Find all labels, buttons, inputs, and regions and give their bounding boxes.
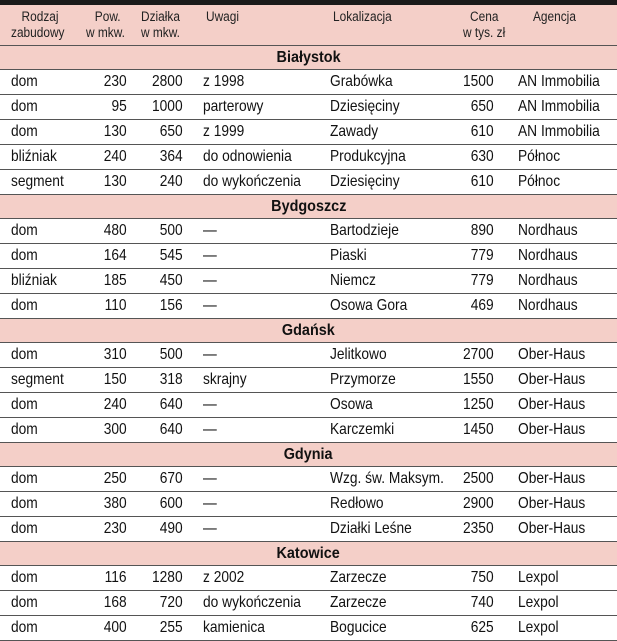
table-row [0,467,617,492]
cell-type: dom [11,569,38,586]
table-row [0,145,617,170]
cell-plot: 1280 [152,569,183,586]
header-type [11,9,65,41]
cell-location: Dziesięciny [330,173,400,190]
cell-notes: — [203,520,217,537]
cell-type: dom [11,594,38,611]
cell-plot: 240 [160,173,183,190]
cell-agency: Lexpol [518,594,559,611]
cell-agency: Ober-Haus [518,495,586,512]
cell-area: 164 [104,247,127,264]
header-agency-line: Agencja [533,9,576,24]
cell-price: 779 [471,247,494,264]
cell-location: Osowa Gora [330,297,408,314]
cell-area: 250 [104,470,127,487]
cell-location: Redłowo [330,495,384,512]
cell-location: Działki Leśne [330,520,412,537]
cell-agency: Lexpol [518,619,559,636]
cell-area: 230 [104,520,127,537]
cell-plot: 640 [160,396,183,413]
cell-notes: z 1998 [203,73,245,90]
table-row [0,616,617,641]
cell-agency: Lexpol [518,569,559,586]
cell-price: 610 [471,123,494,140]
cell-location: Wzg. św. Maksym. [330,470,444,487]
cell-agency: Północ [518,148,561,165]
cell-plot: 1000 [152,98,183,115]
cell-area: 240 [104,396,127,413]
header-area-line2: w mkw. [86,25,125,40]
cell-plot: 490 [160,520,183,537]
cell-type: bliźniak [11,272,57,289]
header-price-line2: w tys. zł [463,25,506,40]
cell-plot: 318 [160,371,183,388]
cell-type: dom [11,73,38,90]
cell-notes: do wykończenia [203,173,301,190]
cell-plot: 2800 [152,73,183,90]
cell-notes: — [203,396,217,413]
cell-price: 1250 [463,396,494,413]
cell-price: 2350 [463,520,494,537]
cell-area: 95 [111,98,127,115]
table-header [0,5,617,46]
cell-location: Zarzecze [330,569,387,586]
cell-area: 185 [104,272,127,289]
cell-location: Jelitkowo [330,346,387,363]
city-header [0,46,617,70]
cell-location: Dziesięciny [330,98,400,115]
cell-plot: 670 [160,470,183,487]
cell-type: bliźniak [11,148,57,165]
cell-notes: do odnowienia [203,148,292,165]
cell-agency: Ober-Haus [518,520,586,537]
cell-location: Niemcz [330,272,376,289]
header-price [463,9,505,41]
cell-agency: Nordhaus [518,272,578,289]
table-row [0,95,617,120]
cell-notes: — [203,495,217,512]
cell-price: 630 [471,148,494,165]
city-header [0,443,617,467]
cell-agency: Ober-Haus [518,470,586,487]
city-name: Bydgoszcz [270,198,347,215]
cell-agency: Nordhaus [518,222,578,239]
cell-agency: Nordhaus [518,297,578,314]
cell-type: dom [11,346,38,363]
cell-price: 890 [471,222,494,239]
cell-type: dom [11,421,38,438]
cell-price: 650 [471,98,494,115]
cell-type: dom [11,98,38,115]
cell-location: Osowa [330,396,373,413]
table-row [0,393,617,418]
table-row [0,294,617,319]
cell-area: 168 [104,594,127,611]
cell-plot: 500 [160,346,183,363]
cell-price: 750 [471,569,494,586]
table-row [0,170,617,195]
cell-notes: — [203,470,217,487]
cell-type: dom [11,297,38,314]
header-area-line1: Pow. [94,9,121,24]
cell-agency: AN Immobilia [518,98,600,115]
cell-area: 240 [104,148,127,165]
cell-location: Zarzecze [330,594,387,611]
cell-location: Karczemki [330,421,395,438]
table-row [0,70,617,95]
cell-price: 1450 [463,421,494,438]
cell-agency: Północ [518,173,561,190]
cell-notes: z 1999 [203,123,245,140]
cell-type: dom [11,247,38,264]
cell-area: 230 [104,73,127,90]
cell-type: dom [11,396,38,413]
cell-notes: kamienica [203,619,265,636]
cell-price: 740 [471,594,494,611]
header-plot [141,9,180,41]
cell-type: segment [11,173,64,190]
cell-area: 130 [104,173,127,190]
table-row [0,566,617,591]
cell-price: 779 [471,272,494,289]
cell-plot: 156 [160,297,183,314]
cell-price: 625 [471,619,494,636]
cell-price: 2500 [463,470,494,487]
cell-price: 1550 [463,371,494,388]
cell-location: Grabówka [330,73,393,90]
cell-price: 2700 [463,346,494,363]
cell-area: 116 [105,569,127,586]
cell-location: Zawady [330,123,379,140]
header-type-line2: zabudowy [11,25,65,40]
table-row [0,269,617,294]
cell-agency: Ober-Haus [518,396,586,413]
cell-plot: 545 [160,247,183,264]
cell-area: 310 [104,346,127,363]
cell-price: 469 [471,297,494,314]
cell-plot: 720 [160,594,183,611]
cell-notes: — [203,297,217,314]
cell-location: Bartodzieje [330,222,399,239]
cell-plot: 255 [160,619,183,636]
city-name: Gdynia [284,446,333,463]
cell-plot: 600 [160,495,183,512]
header-notes-line: Uwagi [206,9,240,24]
cell-agency: Nordhaus [518,247,578,264]
header-plot-line2: w mkw. [141,25,180,40]
city-header [0,319,617,343]
cell-notes: — [203,272,217,289]
cell-area: 130 [104,123,127,140]
cell-location: Przymorze [330,371,396,388]
header-price-line1: Cena [470,9,499,24]
cell-price: 2900 [463,495,494,512]
city-header [0,542,617,566]
city-name: Gdańsk [282,322,335,339]
cell-price: 610 [471,173,494,190]
header-agency [533,9,576,25]
cell-notes: do wykończenia [203,594,301,611]
cell-plot: 450 [160,272,183,289]
table-row [0,492,617,517]
table-row [0,120,617,145]
cell-notes: — [203,222,217,239]
header-notes [206,9,239,25]
header-plot-line1: Działka [141,9,180,24]
cell-plot: 650 [160,123,183,140]
cell-type: dom [11,123,38,140]
table-row [0,219,617,244]
table-body [0,46,617,641]
header-area [86,9,125,41]
cell-area: 300 [104,421,127,438]
cell-agency: AN Immobilia [518,73,600,90]
table-row [0,368,617,393]
cell-area: 380 [104,495,127,512]
cell-location: Bogucice [330,619,387,636]
cell-type: dom [11,470,38,487]
cell-area: 110 [105,297,127,314]
cell-area: 150 [104,371,127,388]
cell-plot: 500 [160,222,183,239]
city-name: Białystok [276,49,341,66]
table-row [0,418,617,443]
cell-agency: Ober-Haus [518,421,586,438]
cell-location: Piaski [330,247,367,264]
cell-agency: AN Immobilia [518,123,600,140]
cell-notes: z 2002 [203,569,245,586]
cell-agency: Ober-Haus [518,371,586,388]
cell-type: dom [11,222,38,239]
cell-type: dom [11,619,38,636]
city-name: Katowice [276,545,341,562]
cell-area: 400 [104,619,127,636]
header-location-line: Lokalizacja [333,9,392,24]
cell-plot: 364 [160,148,183,165]
cell-notes: parterowy [203,98,264,115]
table-row [0,244,617,269]
cell-notes: — [203,346,217,363]
table-row [0,517,617,542]
cell-area: 480 [104,222,127,239]
cell-notes: — [203,421,217,438]
cell-plot: 640 [160,421,183,438]
cell-location: Produkcyjna [330,148,406,165]
city-header [0,195,617,219]
header-location [333,9,392,25]
cell-type: dom [11,520,38,537]
cell-notes: skrajny [203,371,247,388]
header-type-line1: Rodzaj [21,9,59,24]
cell-price: 1500 [463,73,494,90]
cell-agency: Ober-Haus [518,346,586,363]
table-row [0,343,617,368]
table-row [0,591,617,616]
cell-notes: — [203,247,217,264]
cell-type: dom [11,495,38,512]
cell-type: segment [11,371,64,388]
